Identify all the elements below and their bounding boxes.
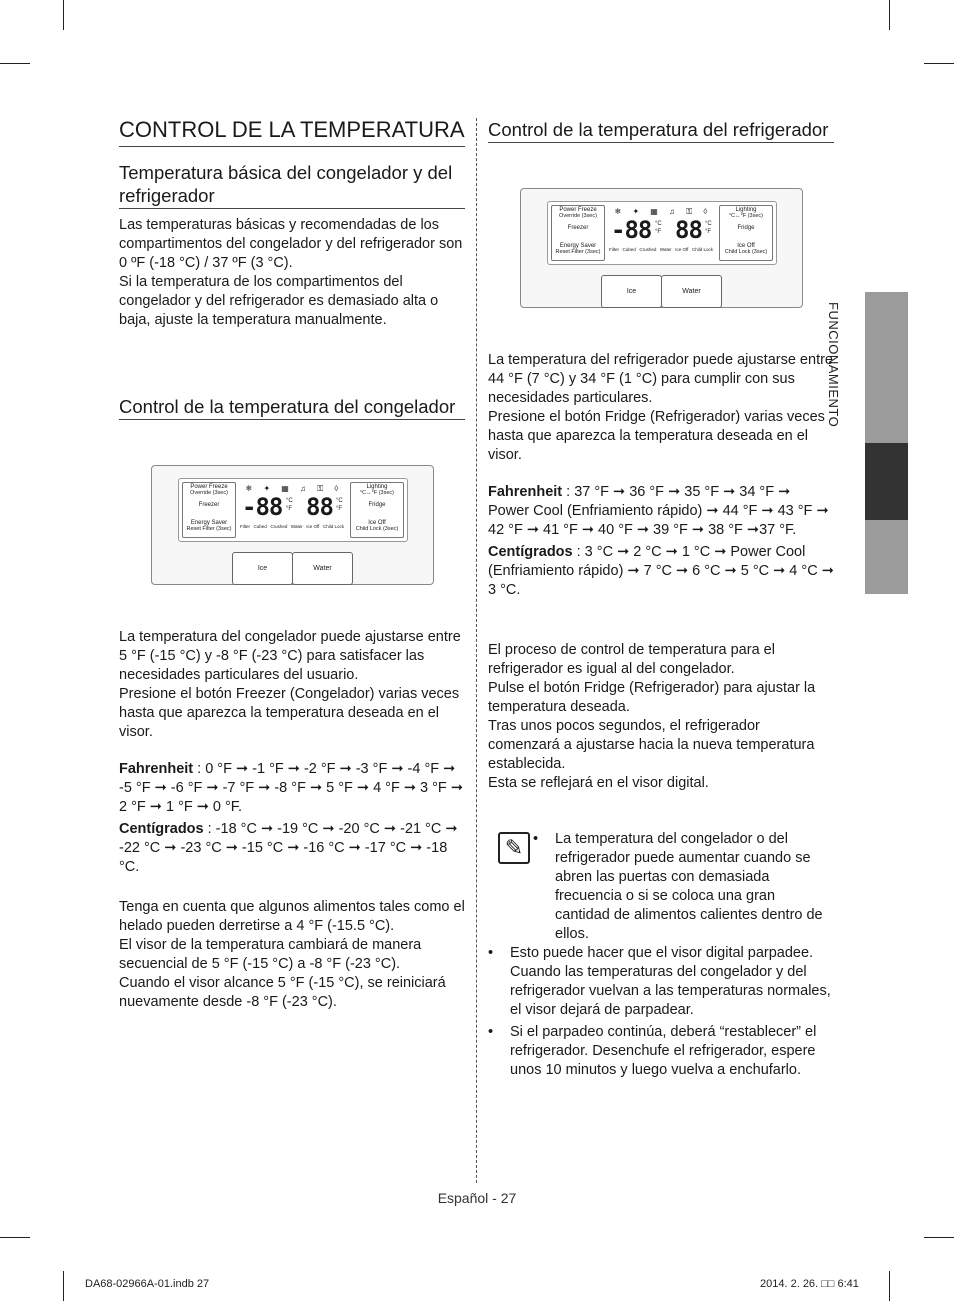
panel-display-area [178, 478, 408, 542]
celsius-label: Centígrados [119, 821, 204, 837]
filter-icon: ▦ [281, 484, 289, 493]
unit-fahrenheit: °F [336, 506, 343, 512]
paragraph: El proceso de control de temperatura para el refrigerador es igual al del congelador. [488, 642, 775, 677]
freezer-closing-text [119, 898, 465, 1012]
lighting-label: Lighting [735, 207, 757, 213]
freezer-fahrenheit-sequence [119, 760, 465, 817]
section-freezer-control-title: Control de la temperatura del congelador [119, 395, 465, 420]
note-item [533, 830, 825, 944]
paragraph: Tenga en cuenta que algunos alimentos tales como el helado pueden derretirse a 4 °F (-15.5 °C). [119, 899, 465, 934]
water-mode-label: Water [659, 247, 672, 252]
fridge-digits: 88 [675, 216, 702, 244]
panel-mode-icons [240, 524, 344, 529]
paragraph: Si la temperatura de los compartimentos del congelador y del refrigerador es demasiado alta o baja, ajuste la temperatura manualmente. [119, 274, 439, 328]
sequence-text: : 37 °F ➞ 36 °F ➞ 35 °F ➞ 34 °F ➞ Power Cool (Enfriamiento rápido) ➞ 44 °F ➞ 43 °F ➞ 42 °F ➞ 41 °F ➞ 40 °F ➞ 39 °F ➞ 38 °F ➞37 °F. [488, 484, 829, 538]
child-lock-label: Child Lock (3sec) [355, 526, 399, 532]
freezer-label: Freezer [567, 225, 589, 231]
power-freeze-label: Power Freeze [559, 207, 597, 213]
freezer-label: Freezer [198, 502, 220, 508]
paragraph: Cuando el visor alcance 5 °F (-15 °C), se reiniciará nuevamente desde -8 °F (-23 °C). [119, 975, 446, 1010]
override-label: Override (3sec) [190, 490, 228, 496]
print-date: 2014. 2. 26. □□ 6:41 [760, 1278, 859, 1290]
section-fridge-control-text [488, 351, 834, 465]
unit-celsius: °C [336, 498, 343, 504]
side-tab-background [865, 292, 908, 443]
crop-mark [889, 0, 890, 30]
unit-celsius: °C [655, 221, 662, 227]
water-button-illustration: Water [292, 552, 353, 585]
note-text: La temperatura del congelador o del refrigerador puede aumentar cuando se abren las puertas con demasiada frecuencia o si se coloca una gran cantidad de alimentos calientes dentro de ellos. [555, 831, 823, 942]
ice-off-mode-label: Ice Off [306, 524, 320, 529]
power-freeze-label: Power Freeze [190, 484, 228, 490]
paragraph: El visor de la temperatura cambiará de manera secuencial de 5 °F (-15 °C) a -8 °F (-23 °C). [119, 937, 422, 972]
cubed-mode-label: Cubed [622, 247, 636, 252]
panel-digital-display [609, 205, 713, 259]
side-tab-background [865, 520, 908, 594]
sequence-text: : 0 °F ➞ -1 °F ➞ -2 °F ➞ -3 °F ➞ -4 °F ➞ -5 °F ➞ -6 °F ➞ -7 °F ➞ -8 °F ➞ 5 °F ➞ 4 °F ➞ 3 °F ➞ 2 °F ➞ 1 °F ➞ 0 °F. [119, 761, 463, 815]
panel-left-buttons [182, 482, 236, 538]
energy-saver-label: Energy Saver [190, 520, 228, 526]
ice-off-label: Ice Off [737, 243, 755, 249]
section-basic-temperature-text [119, 216, 465, 330]
page-title: CONTROL DE LA TEMPERATURA [119, 116, 465, 147]
paragraph: Presione el botón Freezer (Congelador) varias veces hasta que aparezca la temperatura deseada en el visor. [119, 686, 460, 740]
crop-mark [0, 1237, 30, 1238]
side-tab-active-marker [865, 443, 908, 520]
filter-icon: ▦ [650, 207, 658, 216]
note-icon: ✎ [498, 832, 530, 864]
paragraph: Presione el botón Fridge (Refrigerador) varias veces hasta que aparezca la temperatura deseada en el visor. [488, 409, 825, 463]
freezer-digits: -88 [242, 493, 283, 521]
unit-celsius: °C [286, 498, 293, 504]
file-name: DA68-02966A-01.indb 27 [85, 1278, 210, 1290]
lock-icon: ⚿ [686, 207, 693, 216]
cubed-mode-label: Cubed [253, 524, 267, 529]
note-first [533, 830, 825, 944]
snowflake-icon: ❄ [245, 484, 253, 493]
fahrenheit-label: Fahrenheit [488, 484, 563, 500]
control-panel-illustration [151, 465, 434, 585]
unit-celsius: °C [705, 221, 712, 227]
section-freezer-control-text [119, 628, 465, 742]
paragraph: Pulse el botón Fridge (Refrigerador) para ajustar la temperatura deseada. [488, 680, 816, 715]
unit-fahrenheit: °F [655, 229, 662, 235]
panel-display-area [547, 201, 777, 265]
fridge-digits: 88 [306, 493, 333, 521]
fridge-process-text [488, 641, 834, 793]
fridge-label: Fridge [368, 502, 386, 508]
ice-off-label: Ice Off [368, 520, 386, 526]
bell-icon: ♫ [669, 207, 676, 216]
paragraph: Esta se reflejará en el visor digital. [488, 775, 709, 791]
notes-list [488, 944, 836, 1080]
unit-toggle-label: °C↔°F (3sec) [359, 490, 395, 496]
section-fridge-control-title: Control de la temperatura del refrigerador [488, 118, 834, 143]
ice-off-mode-label: Ice Off [675, 247, 689, 252]
unit-toggle-label: °C↔°F (3sec) [728, 213, 764, 219]
lighting-label: Lighting [366, 484, 388, 490]
filter-mode-label: Filter [609, 247, 619, 252]
column-divider [476, 118, 477, 1183]
lock-icon: ⚿ [317, 484, 324, 493]
ice-button-illustration: Ice [232, 552, 293, 585]
child-lock-mode-label: Child Lock [322, 524, 344, 529]
snowflake-icon: ❄ [614, 207, 622, 216]
side-tab-label: FUNCIONAMIENTO [826, 302, 841, 428]
section-basic-temperature-title: Temperatura básica del congelador y del refrigerador [119, 161, 465, 209]
note-text: Esto puede hacer que el visor digital parpadee. Cuando las temperaturas del congelador y del refrigerador vuelvan a las temperaturas normales, el visor dejará de parpadear. [510, 945, 831, 1018]
sequence-text: : -18 °C ➞ -19 °C ➞ -20 °C ➞ -21 °C ➞ -22 °C ➞ -23 °C ➞ -15 °C ➞ -16 °C ➞ -17 °C ➞ -18 °C. [119, 821, 458, 875]
unit-fahrenheit: °F [286, 506, 293, 512]
crop-mark [63, 0, 64, 30]
drop-icon: ◊ [703, 207, 708, 216]
paragraph: La temperatura del refrigerador puede ajustarse entre 44 °F (7 °C) y 34 °F (1 °C) para cumplir con sus necesidades particulares. [488, 352, 833, 406]
crushed-mode-label: Crushed [270, 524, 288, 529]
paragraph: La temperatura del congelador puede ajustarse entre 5 °F (-15 °C) y -8 °F (-23 °C) para satisfacer las necesidades particulares del usuario. [119, 629, 461, 683]
panel-mode-icons [609, 247, 713, 252]
crop-mark [889, 1271, 890, 1301]
fridge-sequences [488, 483, 834, 600]
crop-mark [0, 63, 30, 64]
bullet-icon: • [488, 945, 494, 961]
child-lock-mode-label: Child Lock [691, 247, 713, 252]
crop-mark [63, 1271, 64, 1301]
panel-right-buttons [350, 482, 404, 538]
freezer-digits: -88 [611, 216, 652, 244]
freezer-sequences [119, 760, 465, 877]
crushed-mode-label: Crushed [639, 247, 657, 252]
bell-icon: ♫ [300, 484, 307, 493]
ice-button-illustration: Ice [601, 275, 662, 308]
paragraph: Las temperaturas básicas y recomendadas de los compartimentos del congelador y del refrigerador son 0 ºF (-18 °C) / 37 ºF (3 °C). [119, 217, 463, 271]
panel-digital-display [240, 482, 344, 536]
fridge-celsius-sequence [488, 543, 834, 600]
energy-saver-label: Energy Saver [559, 243, 597, 249]
sequence-text: : 3 °C ➞ 2 °C ➞ 1 °C ➞ Power Cool (Enfriamiento rápido) ➞ 7 °C ➞ 6 °C ➞ 5 °C ➞ 4 °C ➞ 3 °C. [488, 544, 834, 598]
fridge-label: Fridge [737, 225, 755, 231]
leaf-icon: ✦ [263, 484, 271, 493]
note-item [488, 944, 836, 1020]
note-item [488, 1023, 836, 1080]
celsius-label: Centígrados [488, 544, 573, 560]
water-mode-label: Water [290, 524, 303, 529]
panel-right-buttons [719, 205, 773, 261]
reset-filter-label: Reset Filter (3sec) [186, 526, 232, 532]
bullet-icon: • [533, 831, 539, 847]
water-button-illustration: Water [661, 275, 722, 308]
fahrenheit-label: Fahrenheit [119, 761, 194, 777]
child-lock-label: Child Lock (3sec) [724, 249, 768, 255]
note-text: Si el parpadeo continúa, deberá “restablecer” el refrigerador. Desenchufe el refrigerador, espere unos 10 minutos y luego vuelva a enchufarlo. [510, 1024, 817, 1078]
leaf-icon: ✦ [632, 207, 640, 216]
unit-fahrenheit: °F [705, 229, 712, 235]
panel-left-buttons [551, 205, 605, 261]
override-label: Override (3sec) [559, 213, 597, 219]
crop-mark [924, 1237, 954, 1238]
bullet-icon: • [488, 1024, 494, 1040]
filter-mode-label: Filter [240, 524, 250, 529]
control-panel-illustration [520, 188, 803, 308]
freezer-celsius-sequence [119, 820, 465, 877]
crop-mark [924, 63, 954, 64]
page-number: Español - 27 [437, 1190, 517, 1206]
reset-filter-label: Reset Filter (3sec) [555, 249, 601, 255]
paragraph: Tras unos pocos segundos, el refrigerador comenzará a ajustarse hacia la nueva temperatura establecida. [488, 718, 815, 772]
fridge-fahrenheit-sequence [488, 483, 834, 540]
drop-icon: ◊ [334, 484, 339, 493]
